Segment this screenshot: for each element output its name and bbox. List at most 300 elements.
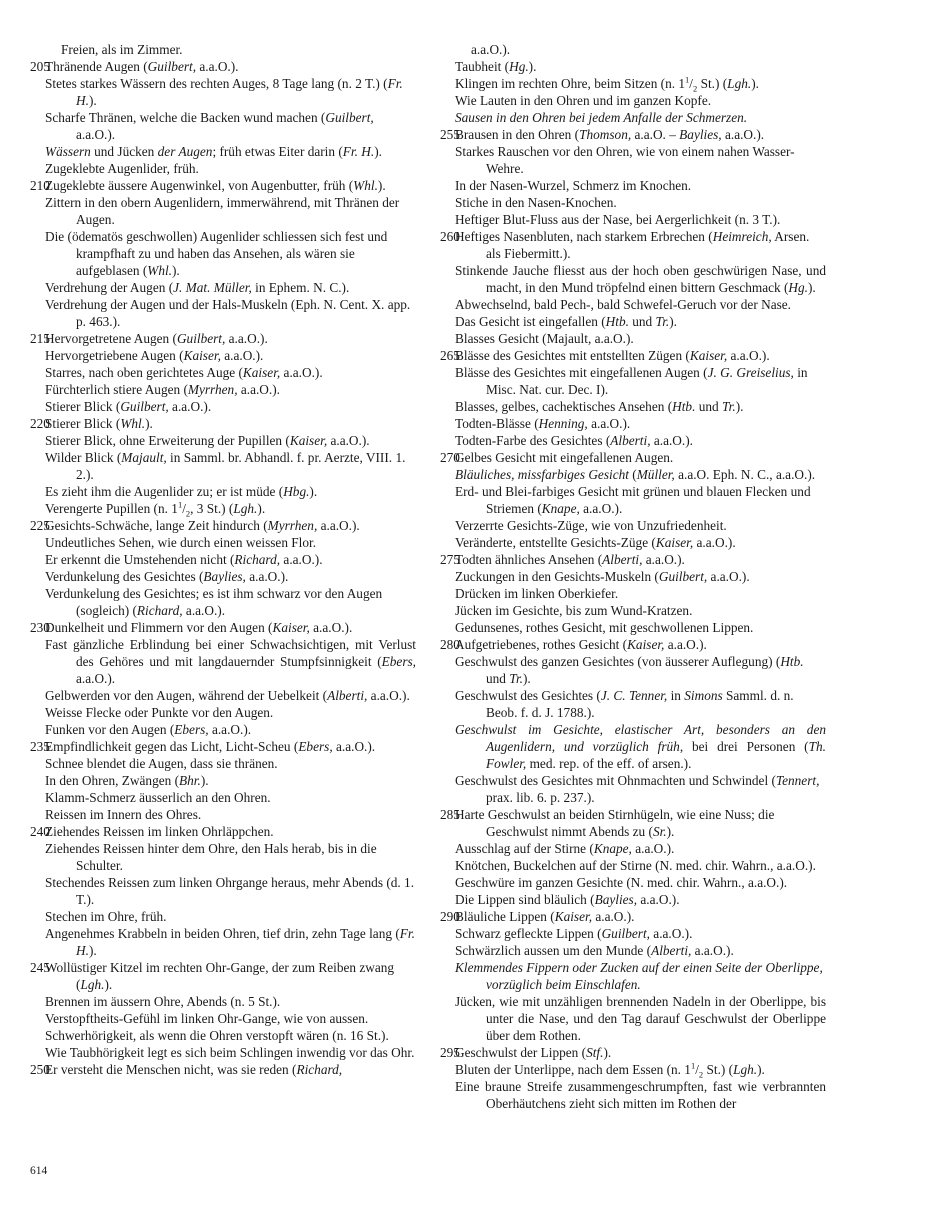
entry-text: Fast gänzliche Erblindung bei einer Schwachsichtigen, mit Verlust des Gehöres und mit langdauernder Stumpfsinnigkeit ( (45, 637, 416, 669)
entry-text: Funken vor den Augen ( (45, 722, 175, 737)
italic-text: Th. Fowler, (486, 739, 826, 771)
italic-text: Richard, (136, 603, 183, 618)
symptom-entry (30, 687, 416, 704)
symptom-entry (440, 517, 826, 534)
symptom-entry (30, 330, 416, 347)
entry-text: a.a.O.). (332, 739, 376, 754)
symptom-entry (440, 126, 826, 143)
italic-text: Wässern (45, 144, 91, 159)
italic-text: Whl. (147, 263, 172, 278)
entry-number: 230 (30, 620, 50, 635)
symptom-entry (440, 92, 826, 109)
symptom-entry (440, 891, 826, 908)
symptom-entry (440, 568, 826, 585)
entry-text: Hervorgetriebene Augen ( (45, 348, 184, 363)
italic-text: Whl. (120, 416, 146, 431)
entry-text: a.a.O. – (631, 127, 680, 142)
entry-text: a.a.O.). (220, 348, 264, 363)
symptom-entry (440, 262, 826, 296)
symptom-entry (30, 432, 416, 449)
entry-text: Eine braune Streife zusammengeschrumpften, fast wie verbrannten Oberhäutchens zieht sich mitten im Rothen der (455, 1079, 826, 1111)
entry-text: Die (ödematös geschwollen) Augenlider schliessen sich fest und krampfhaft zu und haben das Ansehen, als wären sie aufgeblasen ( (45, 229, 388, 278)
entry-number: 220 (30, 416, 50, 431)
italic-text: Fr. H. (76, 76, 403, 108)
symptom-entry (440, 483, 826, 517)
entry-text: ). (172, 263, 180, 278)
italic-text: der Augen (157, 144, 213, 159)
entry-text: Stiche in den Nasen-Knochen. (455, 195, 617, 210)
entry-text: ). (735, 399, 744, 414)
symptom-entry (30, 993, 416, 1010)
entry-text: Verdrehung der Augen ( (45, 280, 174, 295)
entry-text: Schwarz gefleckte Lippen ( (455, 926, 602, 941)
italic-text: Baylies, (203, 569, 246, 584)
entry-text: Wollüstiger Kitzel im rechten Ohr-Gange, der zum Reiben zwang ( (45, 960, 395, 992)
entry-text: Gesichts-Schwäche, lange Zeit hindurch ( (45, 518, 268, 533)
symptom-entry (30, 908, 416, 925)
symptom-entry (30, 449, 416, 483)
italic-text: Htb. (780, 654, 804, 669)
entry-text: a.a.O.). (471, 42, 511, 57)
entry-text: Geschwulst des Gesichtes ( (455, 688, 601, 703)
entry-text: Wilder Blick ( (45, 450, 122, 465)
italic-text: Knape, (593, 841, 632, 856)
entry-text: Verengerte Pupillen (n. 1 (45, 501, 178, 516)
entry-text: ). (528, 59, 537, 74)
symptom-entry (440, 908, 826, 925)
entry-text: Stierer Blick ( (45, 399, 121, 414)
italic-text: Lgh. (80, 977, 105, 992)
entry-text: Verstopftheits-Gefühl im linken Ohr-Gange, wie von aussen. (45, 1011, 369, 1026)
entry-text: Zugeklebte äussere Augenwinkel, von Augenbutter, früh ( (45, 178, 354, 193)
italic-text: Thomson, (579, 127, 632, 142)
italic-text: Guilbert, (147, 59, 197, 74)
italic-text: Bhr. (179, 773, 201, 788)
entry-text: Blasses Gesicht (Majault, a.a.O.). (455, 331, 634, 346)
italic-text: Sr. (652, 824, 667, 839)
entry-number: 225 (30, 518, 50, 533)
symptom-entry (30, 823, 416, 840)
entry-number: 210 (30, 178, 50, 193)
symptom-entry (440, 432, 826, 449)
symptom-entry (30, 381, 416, 398)
symptom-entry (440, 58, 826, 75)
entry-text: Geschwulst der Lippen ( (455, 1045, 587, 1060)
entry-text: Geschwulst des ganzen Gesichtes (von äusserer Auflegung) ( (455, 654, 781, 669)
italic-text: Knape, (541, 501, 580, 516)
entry-text: / (182, 501, 186, 516)
symptom-entry (440, 993, 826, 1044)
fraction-numerator: 1 (177, 499, 183, 510)
symptom-entry (30, 364, 416, 381)
entry-text: med. rep. of the eff. of arsen.). (526, 756, 692, 771)
entry-text: Thränende Augen ( (45, 59, 148, 74)
entry-text: / (695, 1062, 699, 1077)
entry-text: Todten ähnliches Ansehen ( (455, 552, 603, 567)
entry-text: a.a.O.). (642, 552, 685, 567)
symptom-entry (440, 415, 826, 432)
italic-text: Stf. (586, 1045, 604, 1060)
entry-text: in Misc. Nat. cur. Dec. I). (486, 365, 808, 397)
entry-number: 235 (30, 739, 50, 754)
entry-text: Reissen im Innern des Ohres. (45, 807, 202, 822)
right-column (440, 41, 826, 1112)
entry-text: ). (751, 76, 759, 91)
symptom-entry (440, 296, 826, 313)
entry-text: Schwärzlich aussen um den Munde ( (455, 943, 652, 958)
entry-text: Das Gesicht ist eingefallen ( (455, 314, 606, 329)
italic-text: Tr. (509, 671, 523, 686)
symptom-entry (30, 959, 416, 993)
symptom-entry (30, 636, 416, 687)
fraction-numerator: 1 (685, 74, 690, 85)
entry-text: Zugeklebte Augenlider, früh. (45, 161, 199, 176)
symptom-entry (30, 551, 416, 568)
italic-text: Whl. (353, 178, 378, 193)
entry-text: ). (377, 178, 386, 193)
symptom-entry (440, 534, 826, 551)
entry-text: Wie Lauten in den Ohren und im ganzen Kopfe. (455, 93, 712, 108)
entry-text: Stinkende Jauche fliesst aus der hoch oben geschwürigen Nase, und macht, in den Mund tröpfelnd einen bittern Geschmack ( (455, 263, 826, 295)
entry-number: 240 (30, 824, 50, 839)
symptom-entry (440, 1044, 826, 1061)
entry-text: Scharfe Thränen, welche die Backen wund machen ( (45, 110, 326, 125)
entry-text: Dunkelheit und Flimmern vor den Augen ( (45, 620, 273, 635)
italic-text: J. C. Tenner, (600, 688, 668, 703)
entry-text: St.) ( (703, 1062, 734, 1077)
entry-text: Taubheit ( (455, 59, 510, 74)
entry-text: und Jücken (90, 144, 158, 159)
entry-number: 275 (440, 552, 460, 567)
symptom-entry (440, 636, 826, 653)
left-column (30, 41, 416, 1078)
symptom-entry (30, 58, 416, 75)
symptom-entry (440, 857, 826, 874)
entry-text: a.a.O.). (587, 416, 631, 431)
italic-text: Ebers, (174, 722, 209, 737)
italic-text: Alberti, (602, 552, 643, 567)
fraction-denominator: 2 (185, 508, 191, 519)
entry-text: Hervorgetretene Augen ( (45, 331, 177, 346)
entry-text: a.a.O.). (76, 671, 116, 686)
italic-text: Kaiser, (655, 535, 694, 550)
italic-text: Sausen in den Ohren bei jedem Anfalle der Schmerzen. (455, 110, 748, 125)
symptom-entry (440, 330, 826, 347)
symptom-entry (440, 347, 826, 364)
entry-text: Verdrehung der Augen und der Hals-Muskeln (Eph. N. Cent. X. app. p. 463.). (45, 297, 411, 329)
fraction-numerator: 1 (690, 1060, 696, 1071)
entry-text: a.a.O.). (237, 382, 280, 397)
entry-text: ; früh etwas Eiter darin ( (212, 144, 343, 159)
symptom-entry (440, 177, 826, 194)
entry-text: ). (88, 93, 97, 108)
symptom-entry (440, 41, 826, 58)
symptom-entry (30, 517, 416, 534)
symptom-entry (30, 568, 416, 585)
entry-text: prax. lib. 6. p. 237.). (486, 790, 595, 805)
entry-text: a.a.O.). (691, 943, 734, 958)
entry-text: Heftiger Blut-Fluss aus der Nase, bei Aergerlichkeit (n. 3 T.). (455, 212, 781, 227)
entry-text: ). (757, 1062, 765, 1077)
entry-text: Harte Geschwulst an beiden Stirnhügeln, wie eine Nuss; die Geschwulst nimmt Abends zu ( (455, 807, 775, 839)
entry-text: ). (309, 484, 318, 499)
italic-text: Kaiser, (689, 348, 728, 363)
italic-text: Kaiser, (289, 433, 328, 448)
italic-text: Ebers, (381, 654, 416, 669)
symptom-entry (30, 585, 416, 619)
symptom-entry (30, 806, 416, 823)
entry-text: Geschwulst des Gesichtes mit Ohnmachten und Schwindel ( (455, 773, 776, 788)
entry-text: Starres, nach oben gerichtetes Auge ( (45, 365, 243, 380)
symptom-entry (440, 687, 826, 721)
italic-text: Baylies, (594, 892, 638, 907)
entry-text: a.a.O.). (76, 127, 116, 142)
entry-text: Brennen im äussern Ohre, Abends (n. 5 St.). (45, 994, 281, 1009)
italic-text: J. Mat. Müller, (173, 280, 252, 295)
italic-text: Tennert, (775, 773, 820, 788)
entry-text: a.a.O.). (168, 399, 212, 414)
symptom-entry (30, 194, 416, 228)
symptom-entry (440, 211, 826, 228)
italic-text: Guilbert, (325, 110, 374, 125)
italic-text: Richard, (234, 552, 281, 567)
entry-text: Es zieht ihm die Augenlider zu; er ist müde ( (45, 484, 284, 499)
entry-number: 255 (440, 127, 460, 142)
entry-text: Geschwüre im ganzen Gesichte (N. med. chir. Wahrn., a.a.O.). (455, 875, 788, 890)
entry-text: Stierer Blick, ohne Erweiterung der Pupillen ( (45, 433, 290, 448)
italic-text: Heimreich, (712, 229, 772, 244)
italic-text: Bläuliches, missfarbiges Gesicht (455, 467, 629, 482)
entry-text: a.a.O.). (650, 433, 693, 448)
entry-text: ). (669, 314, 677, 329)
italic-text: Guilbert, (658, 569, 708, 584)
italic-text: Kaiser, (183, 348, 221, 363)
symptom-entry (30, 534, 416, 551)
entry-text: Bläuliche Lippen ( (455, 909, 555, 924)
symptom-entry (30, 143, 416, 160)
entry-text: Verdunkelung des Gesichtes ( (45, 569, 204, 584)
entry-text: Ziehendes Reissen hinter dem Ohre, den Hals herab, bis in die Schulter. (45, 841, 377, 873)
italic-text: Guilbert, (601, 926, 650, 941)
entry-text: Abwechselnd, bald Pech-, bald Schwefel-Geruch vor der Nase. (455, 297, 791, 312)
entry-text: Brausen in den Ohren ( (455, 127, 580, 142)
entry-text: Freien, als im Zimmer. (61, 42, 183, 57)
entry-text: Jücken im Gesichte, bis zum Wund-Kratzen. (455, 603, 693, 618)
entry-text: a.a.O.). (208, 722, 252, 737)
entry-text: Die Lippen sind bläulich ( (455, 892, 595, 907)
entry-text: Angenehmes Krabbeln in beiden Ohren, tief drin, zehn Tage lang ( (45, 926, 400, 941)
italic-text: Lgh. (233, 501, 258, 516)
italic-text: Alberti, (327, 688, 368, 703)
italic-text: Henning, (538, 416, 588, 431)
entry-text: Drücken im linken Oberkiefer. (455, 586, 619, 601)
italic-text: Simons (684, 688, 723, 703)
entry-text: St.) ( (697, 76, 728, 91)
entry-number: 265 (440, 348, 460, 363)
entry-text: Zittern in den obern Augenlidern, immerwährend, mit Thränen der Augen. (45, 195, 400, 227)
symptom-entry (440, 109, 826, 126)
symptom-entry (30, 1027, 416, 1044)
entry-text: Arsen. als Fiebermitt.). (486, 229, 810, 261)
entry-text: Stechen im Ohre, früh. (45, 909, 167, 924)
symptom-entry (30, 415, 416, 432)
italic-text: Hbg. (283, 484, 310, 499)
entry-text: Er versteht die Menschen nicht, was sie reden ( (45, 1062, 297, 1077)
entry-text: ). (522, 671, 531, 686)
symptom-entry (30, 160, 416, 177)
symptom-entry (30, 840, 416, 874)
symptom-entry (440, 364, 826, 398)
symptom-entry (30, 296, 416, 330)
symptom-entry (440, 75, 826, 92)
symptom-entry (30, 347, 416, 364)
symptom-entry (440, 1078, 826, 1112)
symptom-entry (440, 619, 826, 636)
entry-text: Stechendes Reissen zum linken Ohrgange heraus, mehr Abends (d. 1. T.). (45, 875, 415, 907)
entry-text: a.a.O.). (245, 569, 289, 584)
entry-text: und (695, 399, 722, 414)
italic-text: Kaiser, (242, 365, 281, 380)
italic-text: Hg. (788, 280, 808, 295)
symptom-entry (440, 194, 826, 211)
symptom-entry (440, 942, 826, 959)
italic-text: Fr. H. (76, 926, 415, 958)
entry-text: Blässe des Gesichtes mit entstellten Zügen ( (455, 348, 690, 363)
entry-text: Undeutliches Sehen, wie durch einen weissen Flor. (45, 535, 317, 550)
entry-text: Starkes Rauschen vor den Ohren, wie von einem nahen Wasser-Wehre. (455, 144, 795, 176)
entry-text: Schwerhörigkeit, als wenn die Ohren verstopft wären (n. 16 St.). (45, 1028, 389, 1043)
symptom-entry (30, 721, 416, 738)
entry-number: 250 (30, 1062, 50, 1077)
entry-text: a.a.O.). (637, 892, 680, 907)
symptom-entry (440, 874, 826, 891)
entry-text: Er erkennt die Umstehenden nicht ( (45, 552, 235, 567)
italic-text: Richard, (296, 1062, 343, 1077)
entry-text: Heftiges Nasenbluten, nach starkem Erbrechen ( (455, 229, 713, 244)
entry-text: Erd- und Blei-farbiges Gesicht mit grünen und blauen Flecken und Striemen ( (455, 484, 811, 516)
entry-text: Gedunsenes, rothes Gesicht, mit geschwollenen Lippen. (455, 620, 754, 635)
entry-text: Todten-Farbe des Gesichtes ( (455, 433, 611, 448)
entry-text: In den Ohren, Zwängen ( (45, 773, 180, 788)
symptom-entry (440, 840, 826, 857)
symptom-entry (30, 1061, 416, 1078)
entry-text: Blasses, gelbes, cachektisches Ansehen ( (455, 399, 673, 414)
entry-text: ). (808, 280, 816, 295)
symptom-entry (440, 959, 826, 993)
italic-text: Müller, (636, 467, 675, 482)
italic-text: Tr. (655, 314, 670, 329)
entry-text: Samml. d. n. Beob. f. d. J. 1788.). (486, 688, 794, 720)
symptom-entry (30, 789, 416, 806)
entry-text: a.a.O.). (196, 59, 239, 74)
fraction-denominator: 2 (693, 83, 698, 94)
entry-text: Blässe des Gesichtes mit eingefallenen Augen ( (455, 365, 708, 380)
entry-text: a.a.O.). (182, 603, 226, 618)
italic-text: Myrrhen, (267, 518, 318, 533)
entry-number: 260 (440, 229, 460, 244)
entry-text: Bluten der Unterlippe, nach dem Essen (n. 1 (455, 1062, 691, 1077)
symptom-entry (440, 551, 826, 568)
entry-text: Stetes starkes Wässern des rechten Auges, 8 Tage lang (n. 2 T.) ( (45, 76, 388, 91)
entry-text: Klamm-Schmerz äusserlich an den Ohren. (45, 790, 271, 805)
entry-text: a.a.O.). (280, 365, 323, 380)
symptom-entry (30, 109, 416, 143)
entry-text: Schnee blendet die Augen, dass sie thränen. (45, 756, 278, 771)
symptom-entry (30, 874, 416, 908)
symptom-entry (30, 1044, 416, 1061)
symptom-entry (440, 1061, 826, 1078)
entry-text: a.a.O.). (727, 348, 770, 363)
italic-text: Klemmendes Fippern oder Zucken auf der einen Seite der Oberlippe, vorzüglich beim Einschlafen. (455, 960, 823, 992)
italic-text: J. G. Greiselius, (707, 365, 794, 380)
italic-text: Hg. (509, 59, 529, 74)
italic-text: Guilbert, (120, 399, 169, 414)
entry-number: 215 (30, 331, 50, 346)
entry-number: 285 (440, 807, 460, 822)
entry-text: und (486, 671, 510, 686)
entry-text: Gelbwerden vor den Augen, während der Uebelkeit ( (45, 688, 328, 703)
entry-text: Gelbes Gesicht mit eingefallenen Augen. (455, 450, 674, 465)
entry-text: Klingen im rechten Ohre, beim Sitzen (n. 1 (455, 76, 686, 91)
italic-text: Lgh. (733, 1062, 758, 1077)
italic-text: Fr. H. (342, 144, 375, 159)
symptom-entry (30, 279, 416, 296)
entry-text: a.a.O.). (649, 926, 693, 941)
fraction-denominator: 2 (698, 1069, 704, 1080)
symptom-entry (30, 483, 416, 500)
symptom-entry (30, 1010, 416, 1027)
italic-text: Htb. (672, 399, 696, 414)
entry-text: Aufgetriebenes, rothes Gesicht ( (455, 637, 628, 652)
entry-number: 205 (30, 59, 50, 74)
symptom-entry (440, 806, 826, 840)
entry-text: Zuckungen in den Gesichts-Muskeln ( (455, 569, 659, 584)
entry-text: a.a.O.). (327, 433, 370, 448)
entry-text: a.a.O.). (280, 552, 323, 567)
entry-text: ). (374, 144, 382, 159)
italic-text: Myrrhen, (187, 382, 238, 397)
symptom-entry (30, 500, 416, 517)
symptom-entry (440, 143, 826, 177)
symptom-entry (30, 177, 416, 194)
italic-text: Guilbert, (176, 331, 226, 346)
entry-number: 280 (440, 637, 460, 652)
entry-text: Stierer Blick ( (45, 416, 121, 431)
entry-text: Ausschlag auf der Stirne ( (455, 841, 594, 856)
entry-number: 290 (440, 909, 460, 924)
symptom-entry (440, 466, 826, 483)
entry-number: 270 (440, 450, 460, 465)
entry-text: Wie Taubhörigkeit legt es sich beim Schlingen inwendig vor das Ohr. (45, 1045, 415, 1060)
page-number: 614 (30, 1165, 48, 1177)
entry-text: ). (666, 824, 675, 839)
symptom-entry (440, 585, 826, 602)
entry-text: Fürchterlich stiere Augen ( (45, 382, 188, 397)
symptom-entry (440, 313, 826, 330)
symptom-entry (30, 619, 416, 636)
symptom-entry (30, 925, 416, 959)
symptom-entry (440, 228, 826, 262)
entry-text: a.a.O.). (707, 569, 750, 584)
symptom-entry (30, 41, 416, 58)
entry-text: Empfindlichkeit gegen das Licht, Licht-Scheu ( (45, 739, 299, 754)
entry-text: a.a.O. Eph. N. C., a.a.O.). (674, 467, 816, 482)
symptom-entry (30, 398, 416, 415)
italic-text: Geschwulst im Gesichte, elastischer Art, besonders an den Augenlidern, und vorzüglich früh (455, 722, 826, 754)
entry-text: Verzerrte Gesichts-Züge, wie von Unzufriedenheit. (455, 518, 727, 533)
entry-text: a.a.O.). (225, 331, 268, 346)
symptom-entry (30, 228, 416, 279)
